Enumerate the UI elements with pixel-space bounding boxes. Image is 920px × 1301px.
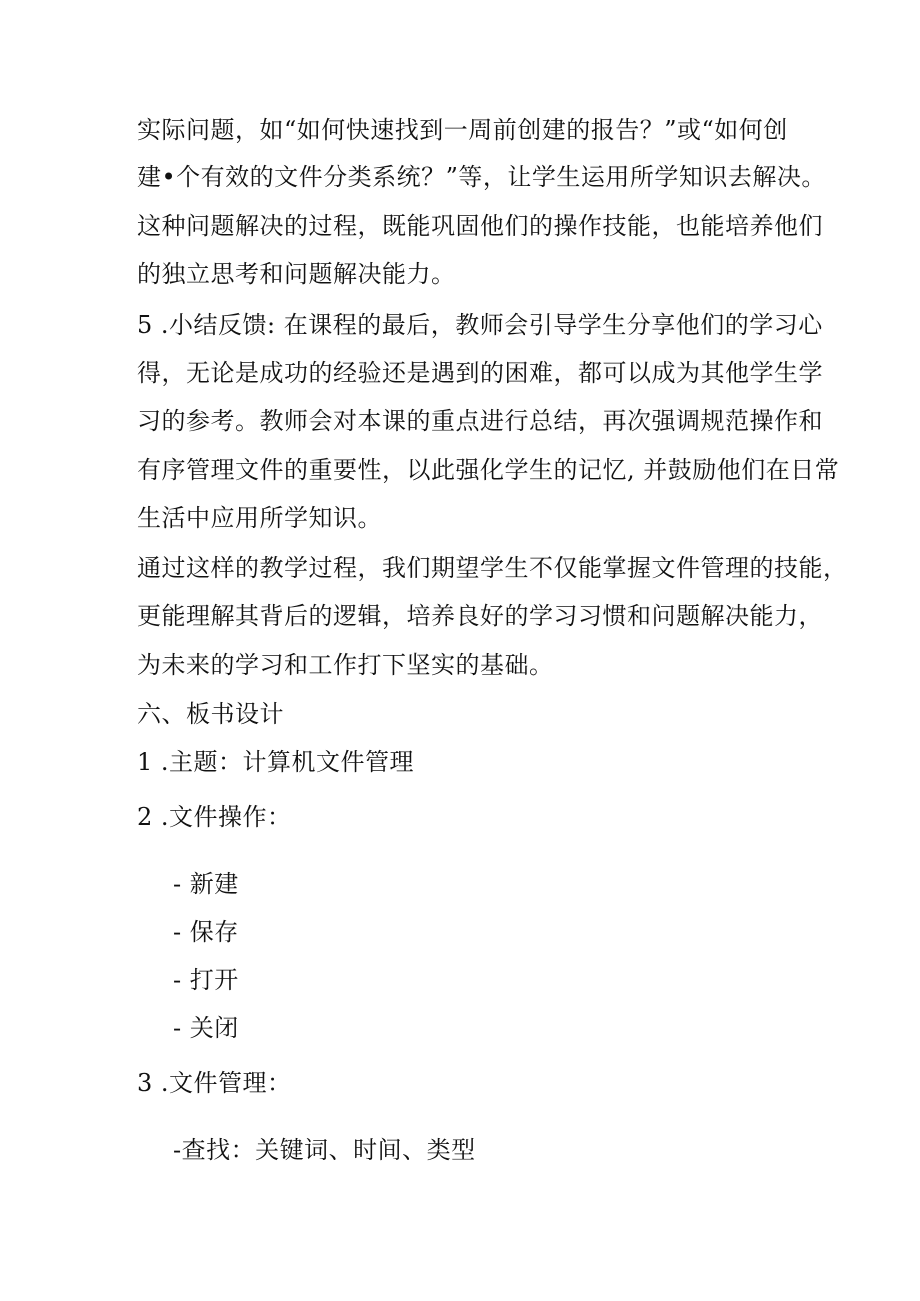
conclusion-line: 为未来的学习和工作打下坚实的基础。 xyxy=(137,651,554,679)
paragraph-line: 这种问题解决的过程，既能巩固他们的操作技能，也能培养他们 xyxy=(137,212,823,240)
file-mgmt-item: -查找：关键词、时间、类型 xyxy=(173,1136,476,1164)
file-op-item: - 打开 xyxy=(173,966,239,994)
file-op-item: - 保存 xyxy=(173,918,239,946)
section-5-line: 得，无论是成功的经验还是遇到的困难，都可以成为其他学生学 xyxy=(137,359,823,387)
section-5-line: 习的参考。教师会对本课的重点进行总结，再次强调规范操作和 xyxy=(137,407,823,435)
paragraph-line: 实际问题，如“如何快速找到一周前创建的报告？”或“如何创 xyxy=(137,116,788,144)
file-op-item: - 关闭 xyxy=(173,1014,239,1042)
section-5-line: 5 .小结反馈: 在课程的最后，教师会引导学生分享他们的学习心 xyxy=(137,311,823,339)
board-item-topic: 1 .主题：计算机文件管理 xyxy=(137,748,415,776)
board-item-file-operations: 2 .文件操作： xyxy=(137,803,292,831)
section-5-line: 有序管理文件的重要性，以此强化学生的记忆, 并鼓励他们在日常 xyxy=(137,456,840,484)
paragraph-line: 建•个有效的文件分类系统？”等，让学生运用所学知识去解决。 xyxy=(137,163,826,191)
conclusion-line: 更能理解其背后的逻辑，培养良好的学习习惯和问题解决能力， xyxy=(137,602,823,630)
board-item-file-management: 3 .文件管理： xyxy=(137,1069,292,1097)
conclusion-line: 通过这样的教学过程，我们期望学生不仅能掌握文件管理的技能， xyxy=(137,554,848,582)
board-design-heading: 六、板书设计 xyxy=(137,700,284,728)
file-op-item: - 新建 xyxy=(173,870,239,898)
section-5-line: 生活中应用所学知识。 xyxy=(137,504,382,532)
paragraph-line: 的独立思考和问题解决能力。 xyxy=(137,260,456,288)
